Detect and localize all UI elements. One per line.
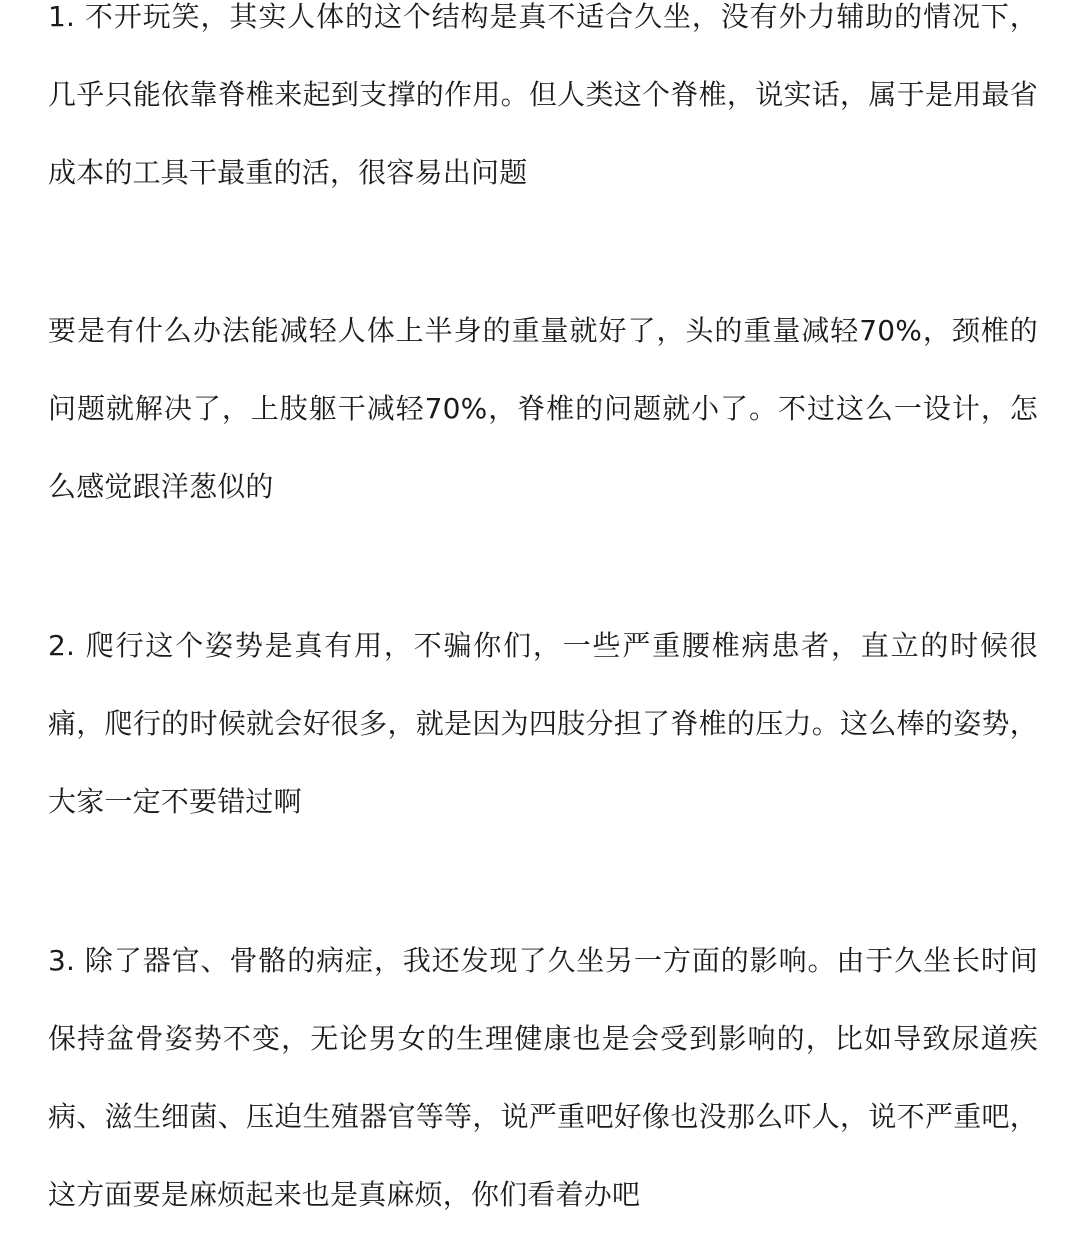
paragraph-3: 2. 爬行这个姿势是真有用，不骗你们，一些严重腰椎病患者，直立的时候很痛，爬行的时候就会好很多，就是因为四肢分担了脊椎的压力。这么棒的姿势，大家一定不要错过啊: [48, 629, 1038, 818]
paragraph-2: 要是有什么办法能减轻人体上半身的重量就好了，头的重量减轻70%，颈椎的问题就解决了，上肢躯干减轻70%，脊椎的问题就小了。不过这么一设计，怎么感觉跟洋葱似的: [48, 314, 1038, 503]
paragraph-1: 1. 不开玩笑，其实人体的这个结构是真不适合久坐，没有外力辅助的情况下，几乎只能依靠脊椎来起到支撑的作用。但人类这个脊椎，说实话，属于是用最省成本的工具干最重的活，很容易出问题: [48, 0, 1038, 189]
paragraph-4: 3. 除了器官、骨骼的病症，我还发现了久坐另一方面的影响。由于久坐长时间保持盆骨姿势不变，无论男女的生理健康也是会受到影响的，比如导致尿道疾病、滋生细菌、压迫生殖器官等等，说严重吧好像也没那么吓人，说不严重吧，这方面要是麻烦起来也是真麻烦，你们看着办吧: [48, 944, 1038, 1211]
